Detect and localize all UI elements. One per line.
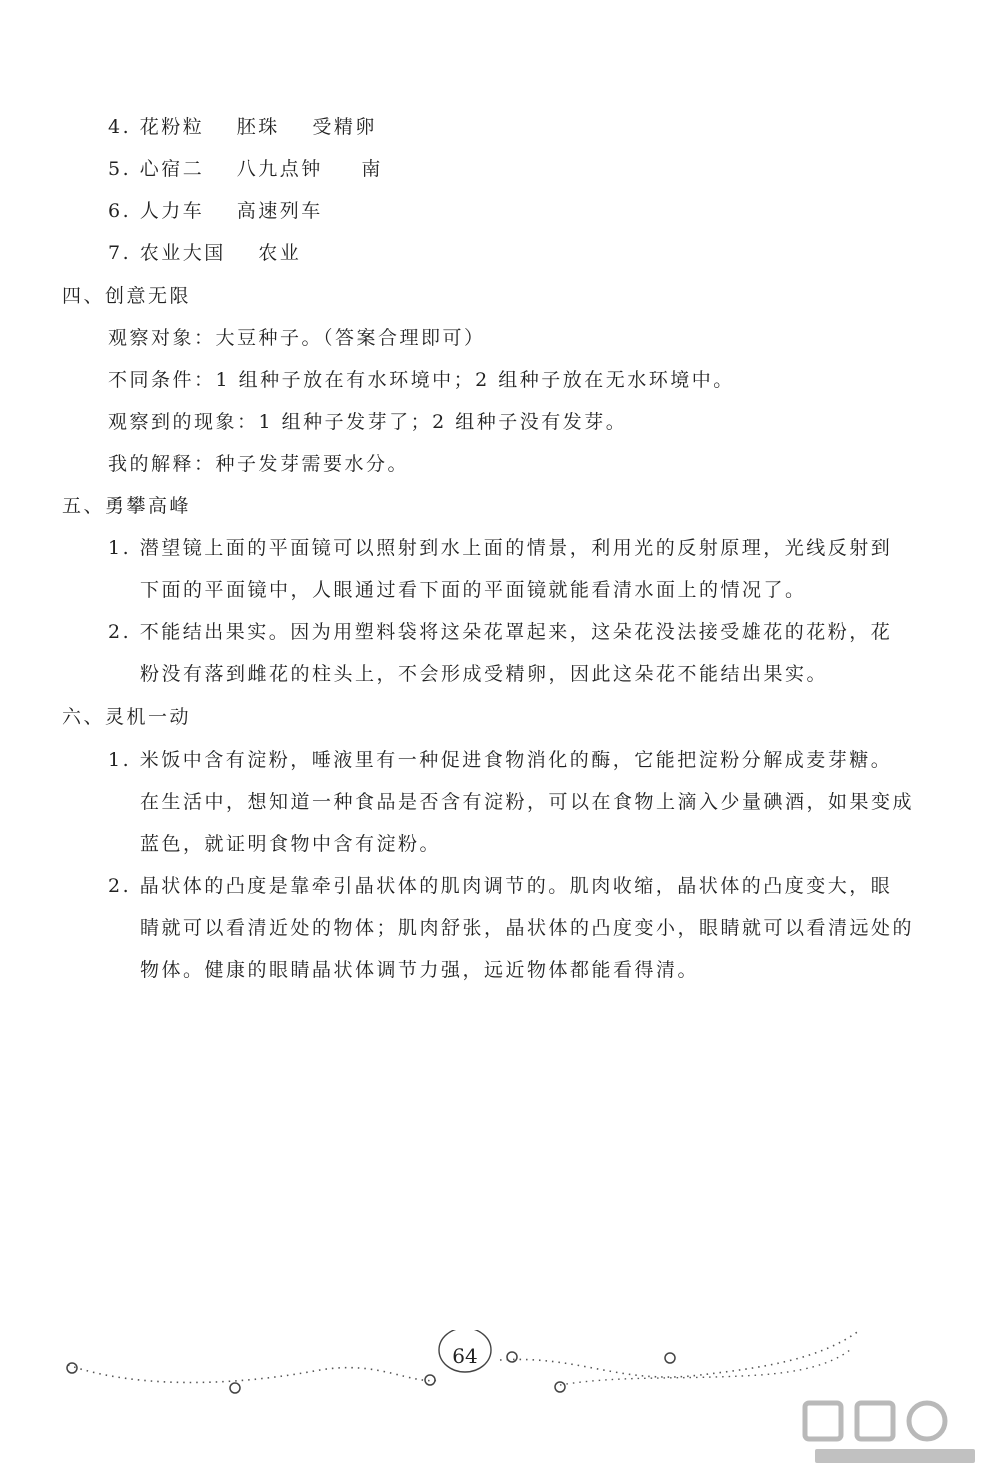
watermark-logo xyxy=(795,1395,995,1470)
section-heading-4: 四、创意无限 xyxy=(62,285,192,307)
answer-item-4: 4. 花粉粒 胚珠 受精卵 xyxy=(108,116,377,138)
section5-item-1-line-1: 1. 潜望镜上面的平面镜可以照射到水上面的情景，利用光的反射原理，光线反射到 xyxy=(108,537,893,559)
section5-item-2-line-2: 粉没有落到雌花的柱头上，不会形成受精卵，因此这朵花不能结出果实。 xyxy=(140,663,829,685)
dotted-curve-right xyxy=(500,1330,860,1377)
footer-ornament-dot xyxy=(425,1375,435,1385)
footer-ornament-dot xyxy=(555,1382,565,1392)
section6-item-1-line-1: 1. 米饭中含有淀粉，唾液里有一种促进食物消化的酶，它能把淀粉分解成麦芽糖。 xyxy=(108,749,893,771)
answer-item-5: 5. 心宿二 八九点钟 南 xyxy=(108,158,383,180)
section4-line-2: 不同条件：1 组种子放在有水环境中；2 组种子放在无水环境中。 xyxy=(108,369,735,391)
footer-ornament-dot xyxy=(230,1383,240,1393)
section5-item-1-line-2: 下面的平面镜中，人眼通过看下面的平面镜就能看清水面上的情况了。 xyxy=(140,579,807,601)
section6-item-2-line-2: 睛就可以看清近处的物体；肌肉舒张，晶状体的凸度变小，眼睛就可以看清远处的 xyxy=(140,917,915,939)
section5-item-2-line-1: 2. 不能结出果实。因为用塑料袋将这朵花罩起来，这朵花没法接受雄花的花粉，花 xyxy=(108,621,893,643)
section4-line-3: 观察到的现象：1 组种子发芽了；2 组种子没有发芽。 xyxy=(108,411,628,433)
section6-item-2-line-3: 物体。健康的眼睛晶状体调节力强，远近物体都能看得清。 xyxy=(140,959,700,981)
page-number: 64 xyxy=(452,1344,478,1368)
section4-line-1: 观察对象：大豆种子。（答案合理即可） xyxy=(108,327,486,349)
section-heading-6: 六、灵机一动 xyxy=(62,706,192,728)
answer-item-7: 7. 农业大国 农业 xyxy=(108,242,302,264)
dotted-curve-right-lower xyxy=(560,1350,850,1385)
section6-item-1-line-3: 蓝色，就证明食物中含有淀粉。 xyxy=(140,833,442,855)
footer-ornament-dot xyxy=(507,1352,517,1362)
answer-item-6: 6. 人力车 高速列车 xyxy=(108,200,323,222)
watermark-icon xyxy=(805,1403,975,1463)
section4-line-4: 我的解释：种子发芽需要水分。 xyxy=(108,453,410,475)
section6-item-1-line-2: 在生活中，想知道一种食品是否含有淀粉，可以在食物上滴入少量碘酒，如果变成 xyxy=(140,791,915,813)
footer-ornament-dot xyxy=(665,1353,675,1363)
dotted-curve-left xyxy=(68,1365,440,1383)
section-heading-5: 五、勇攀高峰 xyxy=(62,495,192,517)
section6-item-2-line-1: 2. 晶状体的凸度是靠牵引晶状体的肌肉调节的。肌肉收缩，晶状体的凸度变大，眼 xyxy=(108,875,893,897)
footer-ornament-dot xyxy=(67,1363,77,1373)
